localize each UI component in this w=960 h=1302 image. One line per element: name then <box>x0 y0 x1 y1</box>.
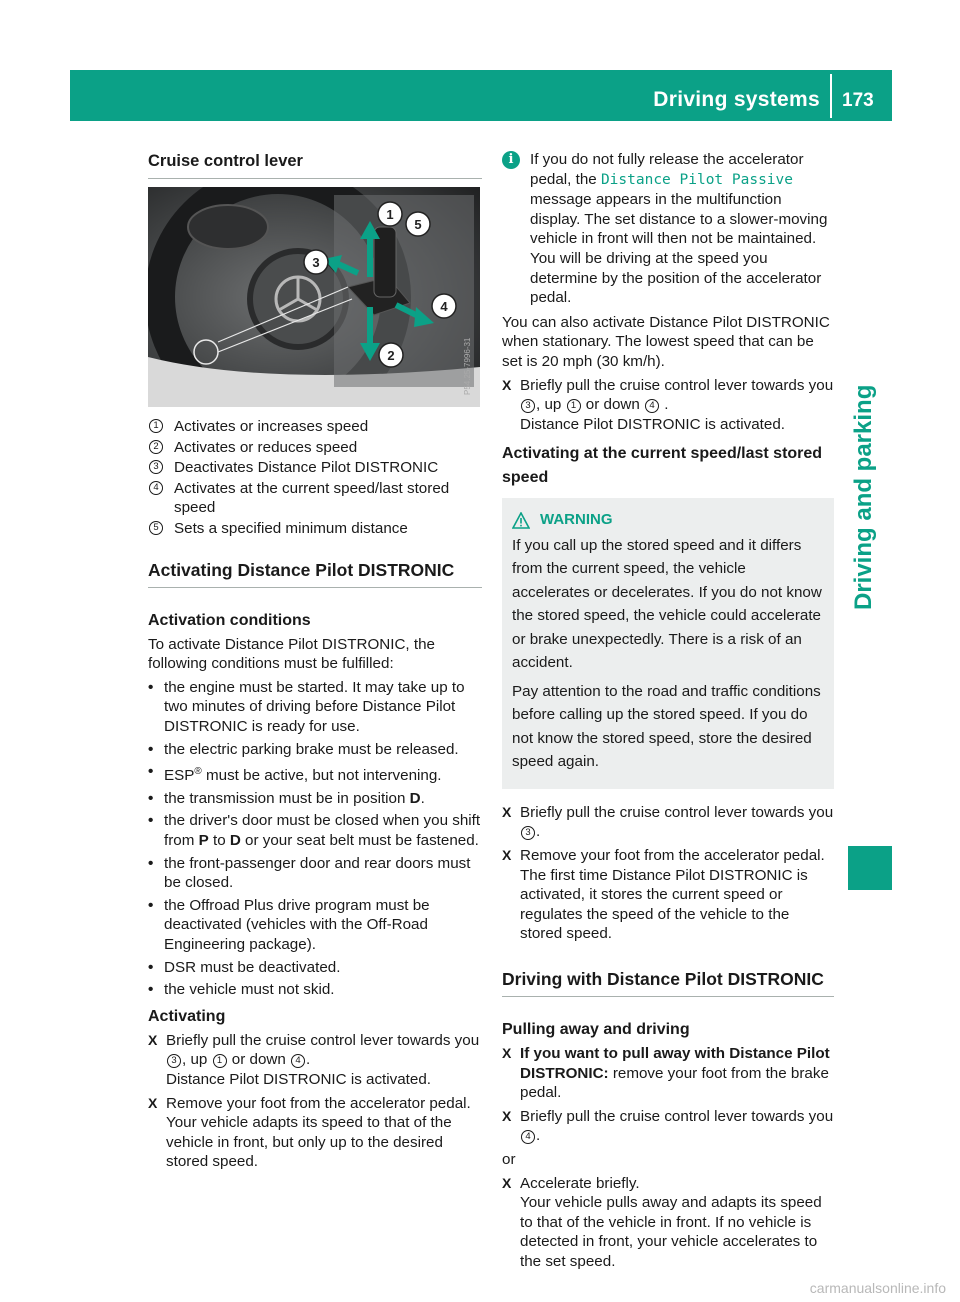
chapter-label: Driving and parking <box>850 384 877 610</box>
legend-item <box>148 519 482 539</box>
image-label-4 <box>432 294 456 318</box>
image-label-2 <box>379 343 403 367</box>
step-arrow-icon: X <box>148 1031 158 1048</box>
cruise-control-lever-image <box>148 187 480 407</box>
chapter-tab <box>848 310 878 610</box>
svg-text:2: 2 <box>387 348 395 363</box>
step-arrow-icon: X <box>502 376 512 393</box>
chapter-marker <box>848 846 892 890</box>
instruction-step: X Remove your foot from the accelerator pedal. The first time Distance Pilot DISTRONIC is activated, it stores the current speed or regulates the speed of the vehicle to the stored speed. <box>502 847 825 943</box>
list-item: • ESP® must be active, but not intervening. <box>148 763 442 785</box>
instruction-step: X Briefly pull the cruise control lever towards you 3 , up 1 or down 4 . Distance Pilot DISTRONIC is activated. <box>502 376 834 433</box>
legend-item <box>148 417 482 437</box>
or-text: or <box>502 1150 516 1168</box>
list-item: • the transmission must be in position D. <box>148 789 425 807</box>
conditions-intro: To activate Distance Pilot DISTRONIC, the following conditions must be fulfilled: <box>148 635 435 673</box>
instruction-step: X Accelerate briefly. Your vehicle pulls away and adapts its speed to that of the vehicle in front. If no vehicle is detected in front, your vehicle accelerates to the set speed. <box>502 1174 822 1270</box>
pulling-away-heading: Pulling away and driving <box>502 1020 690 1038</box>
legend-number: 1 <box>149 419 163 433</box>
driving-heading: Driving with Distance Pilot DISTRONIC <box>502 968 834 997</box>
activating-heading: Activating Distance Pilot DISTRONIC <box>148 559 482 588</box>
legend-item <box>148 479 482 518</box>
legend-text: Activates or increases speed <box>174 418 369 435</box>
warning-icon <box>512 512 530 529</box>
conditions-list <box>148 678 482 1000</box>
legend-text: Activates or reduces speed <box>174 438 358 456</box>
legend-number: 3 <box>149 460 163 474</box>
list-item: • the electric parking brake must be released. <box>148 740 459 758</box>
svg-text:3: 3 <box>312 255 320 270</box>
warning-label: WARNING <box>540 511 613 529</box>
svg-text:1: 1 <box>386 207 394 222</box>
step-arrow-icon: X <box>148 1094 158 1111</box>
list-item: • the front-passenger door and rear doors must be closed. <box>148 854 471 892</box>
list-item: • the Offroad Plus drive program must be deactivated (vehicles with the Off-Road Engineering package). <box>148 896 430 953</box>
legend-list <box>148 417 482 539</box>
list-item: • DSR must be deactivated. <box>148 958 341 976</box>
instruction-step: X Remove your foot from the accelerator pedal. Your vehicle adapts its speed to that of the vehicle in front, but only up to the desired stored speed. <box>148 1094 471 1171</box>
page-number: 173 <box>842 90 874 111</box>
instruction-step: X If you want to pull away with Distance Pilot DISTRONIC: remove your foot from the brake pedal. <box>502 1044 830 1102</box>
info-icon: i <box>502 151 520 169</box>
current-speed-heading: Activating at the current speed/last stored speed <box>502 445 823 487</box>
instruction-step: X Briefly pull the cruise control lever towards you 3 , up 1 or down 4 . Distance Pilot DISTRONIC is activated. <box>148 1031 480 1088</box>
step-arrow-icon: X <box>502 1107 512 1124</box>
info-note: i If you do not fully release the accelerator pedal, the Distance Pilot Passive message appears in the multifunction display. The set distance to a slower-moving vehicle in front will then not be maintained. You will be driving at the speed you determine by the position of the accelerator pedal. <box>502 150 834 308</box>
footer-watermark: carmanualsonline.info <box>809 1280 946 1296</box>
svg-text:5: 5 <box>414 217 422 232</box>
header-divider <box>830 74 832 118</box>
section-title: Driving systems <box>653 88 820 111</box>
legend-number: 4 <box>149 481 163 495</box>
warning-text: If you call up the stored speed and it differs from the current speed, the vehicle accelerates or decelerates. If you do not know the stored speed, the vehicle could accelerate or brake unexpectedly. There is a risk of an accident. <box>512 536 822 672</box>
lever-illustration <box>148 187 480 407</box>
cruise-control-heading: Cruise control lever <box>148 150 482 179</box>
svg-text:4: 4 <box>440 299 448 314</box>
warning-box <box>502 498 834 789</box>
step-result: Your vehicle adapts its speed to that of the vehicle in front, but only up to the desired stored speed. <box>166 1114 452 1171</box>
step-result: Distance Pilot DISTRONIC is activated. <box>520 415 786 433</box>
activating-subheading: Activating <box>148 1007 226 1025</box>
display-message: Distance Pilot Passive <box>600 171 793 188</box>
list-item: • the driver's door must be closed when you shift from P to D or your seat belt must be fastened. <box>148 812 481 849</box>
image-label-3 <box>304 250 328 274</box>
image-label-1 <box>378 202 402 226</box>
image-code: P54.25-7996-31 <box>463 337 472 395</box>
warning-header <box>512 508 824 532</box>
legend-item <box>148 458 482 478</box>
legend-text: Activates at the current speed/last stored speed <box>174 479 450 517</box>
step-arrow-icon: X <box>502 1174 512 1191</box>
right-column <box>502 150 834 1276</box>
step-arrow-icon: X <box>502 1044 512 1061</box>
warning-text: Pay attention to the road and traffic conditions before calling up the stored speed. If you do not know the stored speed, store the desired speed again. <box>512 682 821 771</box>
stationary-text: You can also activate Distance Pilot DISTRONIC when stationary. The lowest speed that can be set is 20 mph (30 km/h). <box>502 313 830 370</box>
legend-item <box>148 438 482 458</box>
list-item: • the engine must be started. It may take up to two minutes of driving before Distance Pilot DISTRONIC is ready for use. <box>148 678 465 735</box>
step-result: The first time Distance Pilot DISTRONIC is activated, it stores the current speed or regulates the speed of the vehicle to the stored speed. <box>520 866 808 943</box>
step-arrow-icon: X <box>502 847 512 863</box>
list-item: • the vehicle must not skid. <box>148 981 335 999</box>
left-column <box>148 150 482 1176</box>
legend-number: 5 <box>149 521 163 535</box>
step-result: Your vehicle pulls away and adapts its speed to that of the vehicle in front. If no vehicle is detected in front, your vehicle accelerates to the set speed. <box>520 1194 822 1270</box>
step-result: Distance Pilot DISTRONIC is activated. <box>166 1070 432 1088</box>
legend-number: 2 <box>149 440 163 454</box>
instruction-step: X Briefly pull the cruise control lever towards you 3 . <box>502 803 834 841</box>
image-label-5 <box>406 212 430 236</box>
step-arrow-icon: X <box>502 803 512 820</box>
conditions-heading: Activation conditions <box>148 611 311 629</box>
instruction-step: X Briefly pull the cruise control lever towards you 4 . <box>502 1107 834 1145</box>
legend-text: Sets a specified minimum distance <box>174 519 408 537</box>
legend-text: Deactivates Distance Pilot DISTRONIC <box>174 459 439 477</box>
